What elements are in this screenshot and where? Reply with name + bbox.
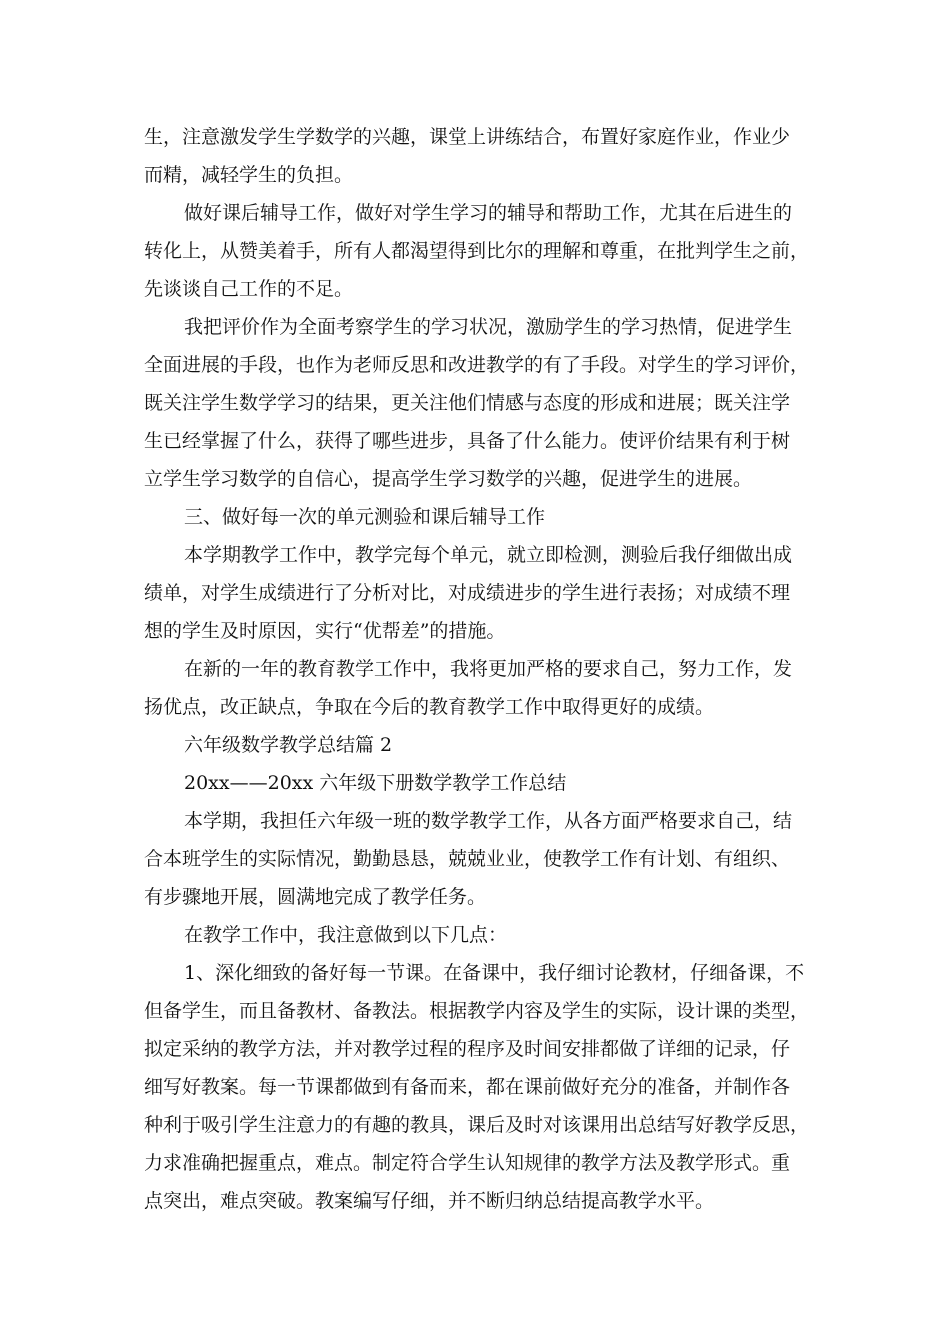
text-line: 全面进展的手段，也作为老师反思和改进教学的有了手段。对学生的学习评价， <box>144 354 810 376</box>
article-title: 六年级数学教学总结篇 2 <box>184 734 393 756</box>
text-line: 我把评价作为全面考察学生的学习状况，激励学生的学习热情，促进学生 <box>184 316 793 338</box>
text-line: 合本班学生的实际情况，勤勤恳恳，兢兢业业，使教学工作有计划、有组织、 <box>144 848 791 870</box>
text-line: 力求准确把握重点，难点。制定符合学生认知规律的教学方法及教学形式。重 <box>144 1152 791 1174</box>
text-line: 立学生学习数学的自信心，提高学生学习数学的兴趣，促进学生的进展。 <box>144 468 753 490</box>
text-line: 而精，减轻学生的负担。 <box>144 164 354 186</box>
text-line: 生已经掌握了什么，获得了哪些进步，具备了什么能力。使评价结果有利于树 <box>144 430 791 452</box>
text-line: 本学期，我担任六年级一班的数学教学工作，从各方面严格要求自己，结 <box>184 810 793 832</box>
text-line: 细写好教案。每一节课都做到有备而来，都在课前做好充分的准备，并制作各 <box>144 1076 791 1098</box>
text-line: 先谈谈自己工作的不足。 <box>144 278 354 300</box>
text-line: 想的学生及时原因，实行“优帮差”的措施。 <box>144 620 506 642</box>
text-line: 在新的一年的教育教学工作中，我将更加严格的要求自己，努力工作，发 <box>184 658 793 680</box>
text-line: 既关注学生数学学习的结果，更关注他们情感与态度的形成和进展；既关注学 <box>144 392 791 414</box>
text-line: 在教学工作中，我注意做到以下几点： <box>184 924 508 946</box>
text-line: 1、深化细致的备好每一节课。在备课中，我仔细讨论教材，仔细备课，不 <box>184 962 805 984</box>
section-heading: 三、做好每一次的单元测验和课后辅导工作 <box>184 506 546 528</box>
article-subtitle: 20xx——20xx 六年级下册数学教学工作总结 <box>184 772 567 794</box>
text-line: 绩单，对学生成绩进行了分析对比，对成绩进步的学生进行表扬；对成绩不理 <box>144 582 791 604</box>
text-line: 生，注意激发学生学数学的兴趣，课堂上讲练结合，布置好家庭作业，作业少 <box>144 126 791 148</box>
text-line: 但备学生，而且备教材、备教法。根据教学内容及学生的实际，设计课的类型， <box>144 1000 810 1022</box>
text-line: 本学期教学工作中，教学完每个单元，就立即检测，测验后我仔细做出成 <box>184 544 793 566</box>
text-line: 有步骤地开展，圆满地完成了教学任务。 <box>144 886 487 908</box>
text-line: 拟定采纳的教学方法，并对教学过程的程序及时间安排都做了详细的记录，仔 <box>144 1038 791 1060</box>
text-line: 点突出，难点突破。教案编写仔细，并不断归纳总结提高教学水平。 <box>144 1190 715 1212</box>
text-line: 种利于吸引学生注意力的有趣的教具，课后及时对该课用出总结写好教学反思， <box>144 1114 810 1136</box>
text-line: 做好课后辅导工作，做好对学生学习的辅导和帮助工作，尤其在后进生的 <box>184 202 793 224</box>
text-line: 扬优点，改正缺点，争取在今后的教育教学工作中取得更好的成绩。 <box>144 696 715 718</box>
text-line: 转化上，从赞美着手，所有人都渴望得到比尔的理解和尊重，在批判学生之前， <box>144 240 810 262</box>
